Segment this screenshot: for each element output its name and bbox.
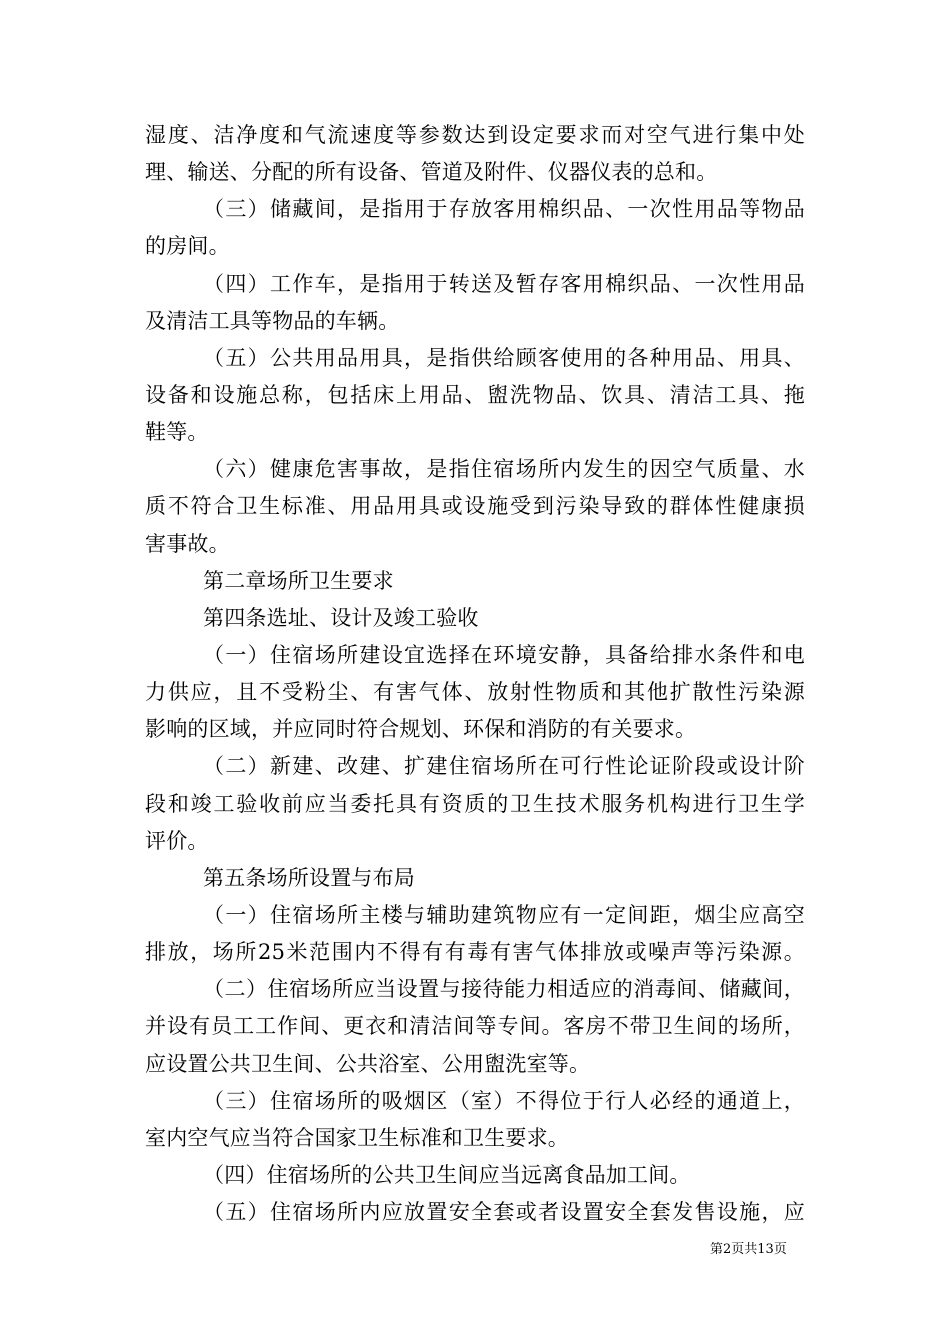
chapter-heading: 第二章场所卫生要求 (203, 568, 394, 593)
text-line: 的房间。 (145, 234, 230, 259)
text-line: （六）健康危害事故，是指住宿场所内发生的因空气质量、水 (203, 457, 805, 482)
text-line: 并设有员工工作间、更衣和清洁间等专间。客房不带卫生间的场所， (145, 1014, 805, 1039)
text-line: 害事故。 (145, 531, 230, 556)
text-line: （一）住宿场所主楼与辅助建筑物应有一定间距，烟尘应高空 (203, 902, 805, 927)
text-line: 影响的区域，并应同时符合规划、环保和消防的有关要求。 (145, 717, 697, 742)
text-line: 设备和设施总称，包括床上用品、盥洗物品、饮具、清洁工具、拖 (145, 382, 805, 407)
text-line: （五）公共用品用具，是指供给顾客使用的各种用品、用具、 (203, 345, 805, 370)
text-line: （四）住宿场所的公共卫生间应当远离食品加工间。 (203, 1162, 691, 1187)
text-line: （三）储藏间，是指用于存放客用棉织品、一次性用品等物品 (203, 197, 805, 222)
page-number: 第2页共13页 (710, 1242, 787, 1257)
text-line: （二）新建、改建、扩建住宿场所在可行性论证阶段或设计阶 (203, 754, 805, 779)
text-line: 评价。 (145, 828, 209, 853)
text-line: （二）住宿场所应当设置与接待能力相适应的消毒间、储藏间， (203, 977, 805, 1002)
text-line: 湿度、洁净度和气流速度等参数达到设定要求而对空气进行集中处 (145, 123, 805, 147)
text-line: 质不符合卫生标准、用品用具或设施受到污染导致的群体性健康损 (145, 494, 805, 519)
document-body (145, 117, 805, 1231)
text-line: 鞋等。 (145, 420, 209, 445)
article-heading: 第四条选址、设计及竣工验收 (203, 605, 479, 630)
text-line: 及清洁工具等物品的车辆。 (145, 308, 400, 333)
article-heading: 第五条场所设置与布局 (203, 865, 415, 890)
text-line: 应设置公共卫生间、公共浴室、公用盥洗室等。 (145, 1051, 591, 1076)
text-line: 室内空气应当符合国家卫生标准和卫生要求。 (145, 1125, 569, 1150)
text-line: （三）住宿场所的吸烟区（室）不得位于行人必经的通道上， (203, 1088, 805, 1113)
text-line: 段和竣工验收前应当委托具有资质的卫生技术服务机构进行卫生学 (145, 791, 805, 816)
text-line: 力供应，且不受粉尘、有害气体、放射性物质和其他扩散性污染源 (145, 680, 805, 705)
text-line: （四）工作车，是指用于转送及暂存客用棉织品、一次性用品 (203, 271, 805, 296)
text-line: 理、输送、分配的所有设备、管道及附件、仪器仪表的总和。 (145, 160, 718, 185)
text-line: （五）住宿场所内应放置安全套或者设置安全套发售设施，应 (203, 1200, 805, 1225)
text-line: 排放，场所25米范围内不得有有毒有害气体排放或噪声等污染源。 (145, 940, 805, 965)
text-line: （一）住宿场所建设宜选择在环境安静，具备给排水条件和电 (203, 642, 805, 667)
